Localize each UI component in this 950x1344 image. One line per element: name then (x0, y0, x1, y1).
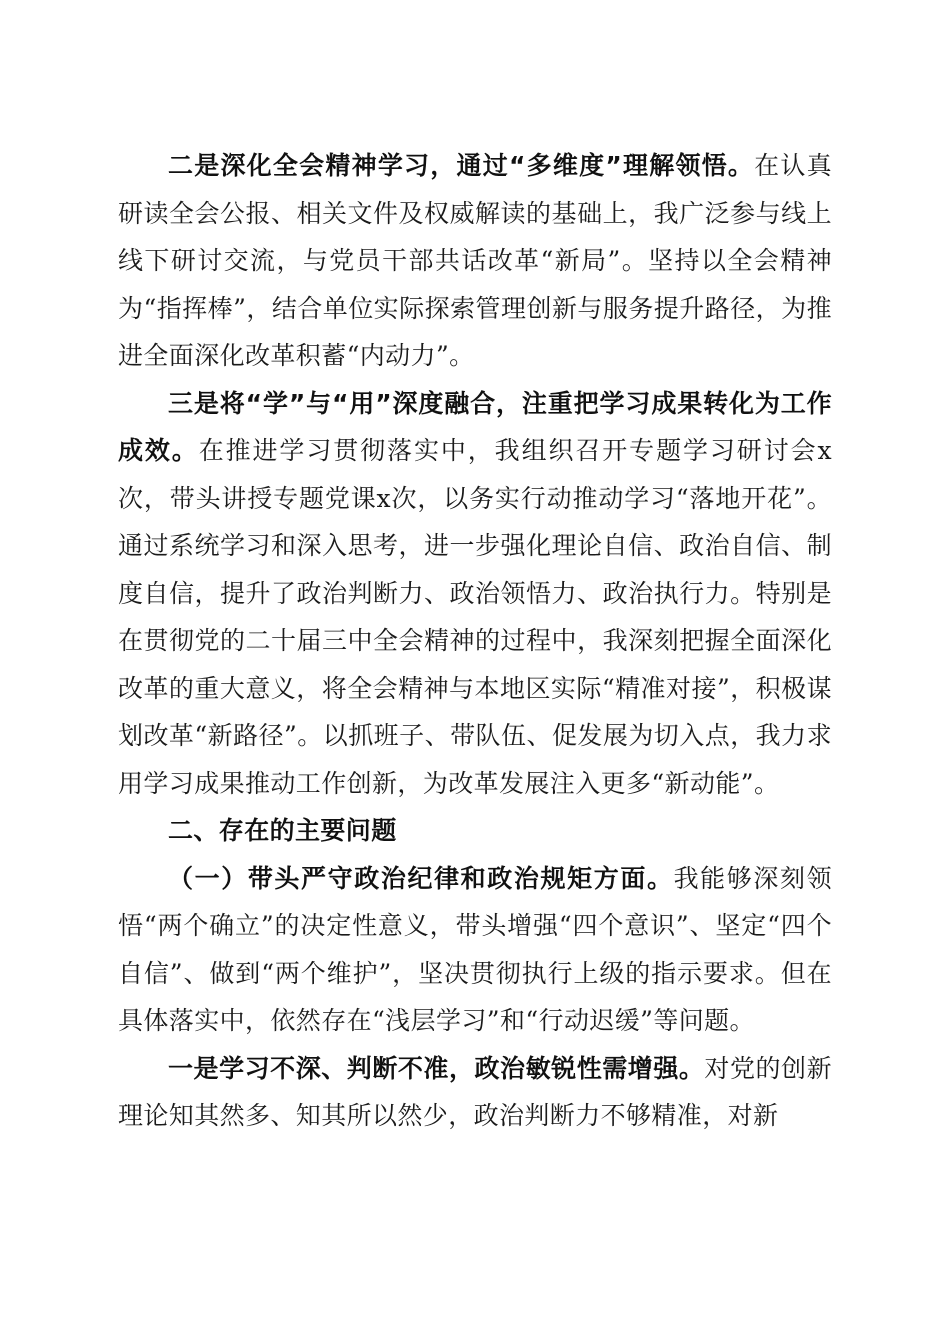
paragraph-deepen-study (118, 142, 832, 380)
paragraph-text: 对党的创新理论知其然多、知其所以然少，政治判断力不够精准，对新 (118, 1053, 832, 1130)
paragraph-text: 在认真研读全会公报、相关文件及权威解读的基础上，我广泛参与线上线下研讨交流，与党员干部共话改革“新局”。坚持以全会精神为“指挥棒”，结合单位实际探索管理创新与服务提升路径，为推进全面深化改革积蓄“内动力”。 (118, 151, 832, 370)
paragraph-text: 在推进学习贯彻落实中，我组织召开专题学习研讨会x次，带头讲授专题党课x次，以务实行动推动学习“落地开花”。通过系统学习和深入思考，进一步强化理论自信、政治自信、制度自信，提升了政治判断力、政治领悟力、政治执行力。特别是在贯彻党的二十届三中全会精神的过程中，我深刻把握全面深化改革的重大意义，将全会精神与本地区实际“精准对接”，积极谋划改革“新路径”。以抓班子、带队伍、促发展为切入点，我力求用学习成果推动工作创新，为改革发展注入更多“新动能”。 (118, 436, 833, 798)
paragraph-lead: 一是学习不深、判断不准，政治敏锐性需增强。 (168, 1053, 705, 1083)
document-body (118, 142, 832, 1140)
section-heading: 二、存在的主要问题 (168, 816, 397, 845)
paragraph-political-discipline (118, 855, 832, 1045)
paragraph-text: 我能够深刻领悟“两个确立”的决定性意义，带头增强“四个意识”、坚定“四个自信”、做到“两个维护”，坚决贯彻执行上级的指示要求。但在具体落实中，依然存在“浅层学习”和“行动迟缓”等问题。 (118, 863, 833, 1035)
paragraph-learn-and-apply (118, 380, 832, 808)
paragraph-lead: （一）带头严守政治纪律和政治规矩方面。 (168, 863, 674, 893)
paragraph-study-not-deep (118, 1045, 832, 1140)
paragraph-lead: 二是深化全会精神学习，通过“多维度”理解领悟。 (168, 151, 755, 180)
paragraph-lead: 三是将“学”与“用”深度融合，注重把学习成果转化为工作成效。 (118, 388, 832, 465)
